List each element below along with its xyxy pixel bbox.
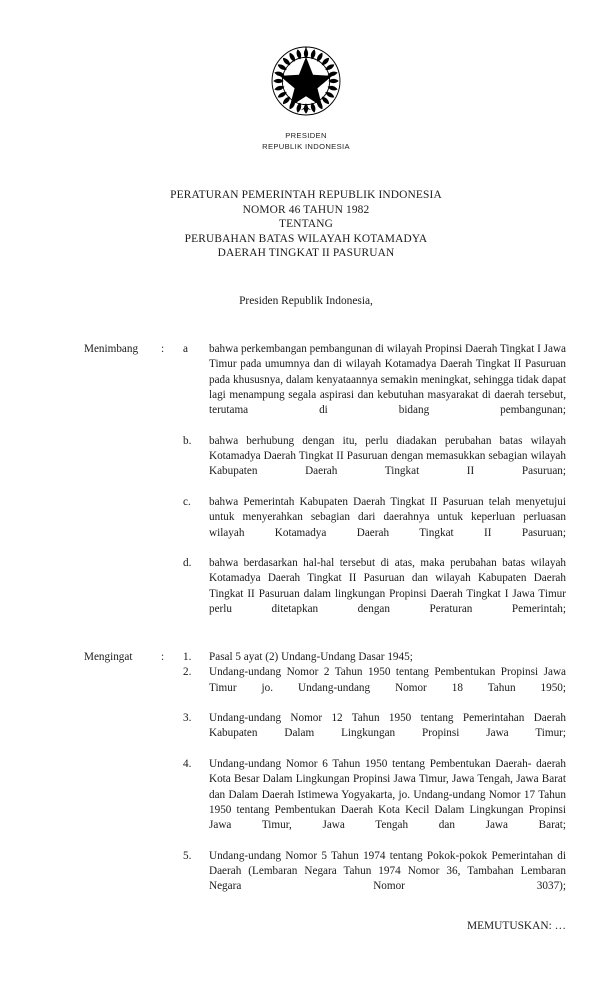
menimbang-label: Menimbang: [84, 343, 139, 355]
list-item: [183, 757, 566, 849]
list-item: [183, 556, 566, 632]
garuda-star-wreath-emblem: [263, 38, 349, 124]
item-marker: 3.: [183, 712, 192, 725]
opening-line: Presiden Republik Indonesia,: [239, 295, 373, 307]
title-line-subject-1: PERUBAHAN BATAS WILAYAH KOTAMADYA: [184, 232, 428, 245]
list-item: [183, 495, 566, 556]
item-marker: 2.: [183, 666, 192, 679]
title-line-number: NOMOR 46 TAHUN 1982: [242, 203, 370, 216]
item-marker: 1.: [183, 651, 192, 663]
emblem-caption-line-2: REPUBLIK INDONESIA: [262, 141, 350, 151]
item-text: bahwa perkembangan pembangunan di wilayah Propinsi Daerah Tingkat I Jawa Timur pada umumnya dan di wilayah Kotamadya Daerah Tingkat II Pasuruan pada khususnya, dalam kenyataannya semakin meningkat, sehingga tidak dapat lagi menampung segala aspirasi dan kebutuhan masyarakat di daerah tersebut, terutama di bidang pembangunan;: [209, 343, 566, 417]
list-item: [183, 434, 566, 495]
item-text: bahwa berdasarkan hal-hal tersebut di atas, maka perubahan batas wilayah Kotamadya Daerah Tingkat II Pasuruan dan wilayah Kabupaten Daerah Tingkat II Pasuruan dalam lingkungan Propinsi Daerah Tingkat I Jawa Timur perlu ditetapkan dengan Peraturan Pemerintah;: [209, 557, 566, 616]
emblem-caption-line-1: PRESIDEN: [285, 131, 327, 140]
list-item: [183, 849, 566, 910]
emblem-caption: [0, 131, 612, 152]
document-title: [0, 188, 612, 261]
item-marker: a: [183, 343, 188, 355]
item-marker: b.: [183, 434, 192, 447]
item-text: Undang-undang Nomor 12 Tahun 1950 tentang Pemerintahan Daerah Kabupaten Dalam Lingkungan Propinsi Jawa Timur;: [209, 712, 566, 740]
presidential-emblem-block: [0, 38, 612, 152]
item-text: bahwa Pemerintah Kabupaten Daerah Tingkat II Pasuruan telah menyetujui untuk menyerahkan sebagian dari daerahnya untuk keperluan perluasan wilayah Kotamadya Daerah Tingkat II Pasuruan;: [209, 495, 566, 539]
item-text: Undang-undang Nomor 2 Tahun 1950 tentang Pembentukan Propinsi Jawa Timur jo. Undang-undang Nomor 18 Tahun 1950;: [209, 666, 566, 694]
title-line-regulation: PERATURAN PEMERINTAH REPUBLIK INDONESIA: [170, 189, 442, 201]
continuation-note: MEMUTUSKAN: …: [466, 920, 566, 932]
item-text: bahwa berhubung dengan itu, perlu diadakan perubahan batas wilayah Kotamadya Daerah Tingkat II Pasuruan dengan memasukkan sebagian wilayah Kabupaten Daerah Tingkat II Pasuruan;: [209, 434, 566, 478]
list-item: [183, 665, 566, 711]
title-line-tentang: TENTANG: [279, 218, 333, 231]
mengingat-items: [183, 650, 566, 910]
mengingat-label: Mengingat: [84, 651, 133, 663]
list-item: [183, 711, 566, 757]
list-item: [183, 650, 566, 665]
title-line-subject-2: DAERAH TINGKAT II PASURUAN: [217, 247, 395, 260]
item-text: Pasal 5 ayat (2) Undang-Undang Dasar 1945;: [209, 651, 413, 663]
menimbang-colon: :: [161, 343, 165, 355]
item-text: Undang-undang Nomor 5 Tahun 1974 tentang Pokok-pokok Pemerintahan di Daerah (Lembaran Negara Tahun 1974 Nomor 36, Tambahan Lembaran Negara Nomor 3037);: [209, 849, 566, 893]
list-item: [183, 342, 566, 434]
item-marker: c.: [183, 495, 191, 508]
menimbang-items: [183, 342, 566, 633]
item-text: Undang-undang Nomor 6 Tahun 1950 tentang Pembentukan Daerah- daerah Kota Besar Dalam Lingkungan Propinsi Jawa Timur, Jawa Tengah, Jawa Barat dan Dalam Daerah Istimewa Yogyakarta, jo. Undang-undang Nomor 17 Tahun 1950 tentang Pembentukan Daerah Kota Kecil Dalam Lingkungan Propinsi Jawa Timur, Jawa Tengah dan Jawa Barat;: [209, 758, 566, 832]
item-marker: d.: [183, 557, 192, 570]
item-marker: 5.: [183, 849, 192, 862]
clause-mengingat: [84, 650, 566, 910]
item-marker: 4.: [183, 758, 192, 771]
mengingat-colon: :: [161, 651, 165, 663]
clause-menimbang: [84, 342, 566, 633]
